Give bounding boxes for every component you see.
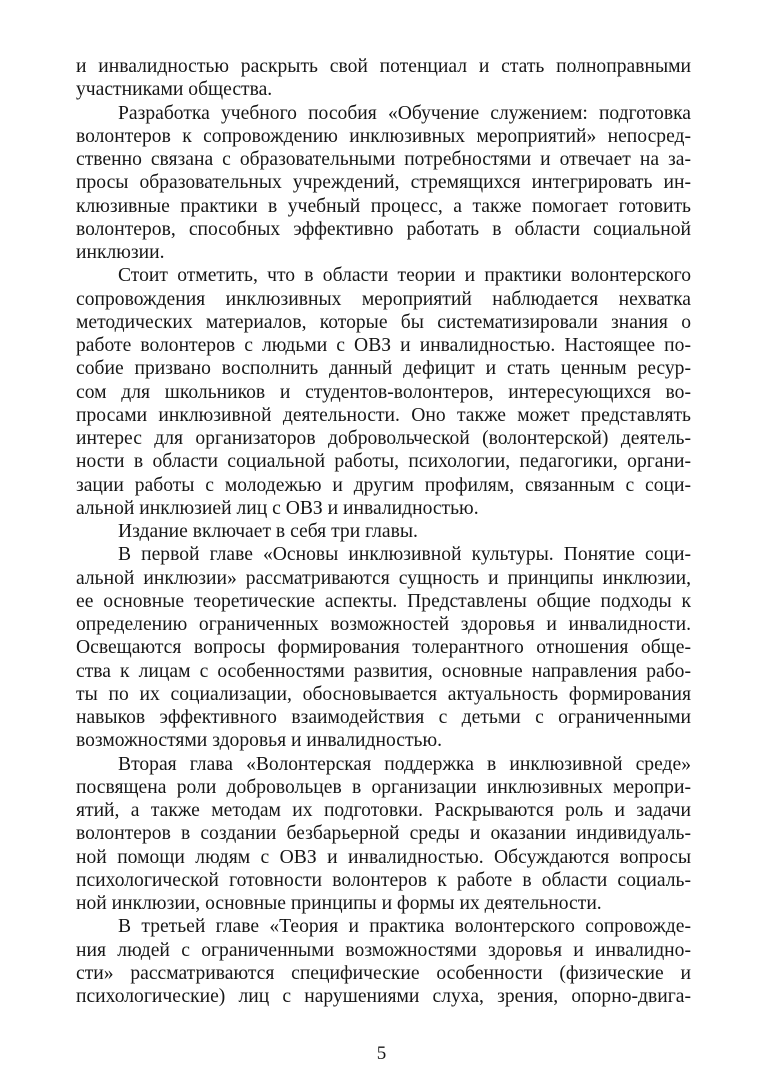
text-line: ты по их социализации, обосновывается актуальность формирования — [76, 683, 691, 705]
text-line: Стоит отметить, что в области теории и практики волонтерского — [118, 265, 691, 287]
text-line: ности в области социальной работы, психологии, педагогики, органи- — [76, 451, 691, 473]
text-line: сом для школьников и студентов-волонтеров, интересующихся во- — [76, 381, 691, 403]
text-line: В первой главе «Основы инклюзивной культуры. Понятие соци- — [118, 544, 691, 566]
text-line: зации работы с молодежью и другим профилям, связанным с соци- — [76, 474, 691, 496]
text-line: Вторая глава «Волонтерская поддержка в инклюзивной среде» — [118, 753, 691, 775]
text-line: альной инклюзии» рассматриваются сущность и принципы инклюзии, — [76, 567, 691, 589]
text-line: интерес для организаторов добровольческой (волонтерской) деятель- — [76, 428, 691, 449]
text-line: ния людей с ограниченными возможностями здоровья и инвалидно- — [76, 939, 691, 961]
text-line: и инвалидностью раскрыть свой потенциал и стать полноправными — [76, 56, 691, 77]
text-line: волонтеров в создании безбарьерной среды и оказании индивидуаль- — [76, 823, 691, 845]
body-text — [76, 55, 691, 1008]
text-line: навыков эффективного взаимодействия с детьми с ограниченными — [76, 707, 691, 728]
text-line: альной инклюзией лиц с ОВЗ и инвалидностью. — [76, 497, 479, 519]
text-line: ства к лицам с особенностями развития, основные направления рабо- — [76, 660, 691, 682]
paragraph — [76, 520, 691, 543]
text-line: методических материалов, которые бы систематизировали знания о — [76, 311, 691, 333]
text-line: сопровождения инклюзивных мероприятий наблюдается нехватка — [76, 288, 691, 310]
text-line: ственно связана с образовательными потребностями и отвечает на за- — [76, 149, 691, 170]
text-line: определению ограниченных возможностей здоровья и инвалидности. — [76, 614, 691, 635]
text-line: работе волонтеров с людьми с ОВЗ и инвалидностью. Настоящее по- — [76, 335, 691, 356]
text-line: ной инклюзии, основные принципы и формы их деятельности. — [76, 893, 602, 914]
text-line: просы образовательных учреждений, стремящихся интегрировать ин- — [76, 172, 691, 194]
text-line: участниками общества. — [76, 79, 273, 101]
text-line: ятий, а также методам их подготовки. Раскрываются роль и задачи — [76, 800, 691, 821]
text-line: посвящена роли добровольцев в организации инклюзивных меропри- — [76, 776, 691, 798]
text-line: Разработка учебного пособия «Обучение служением: подготовка — [118, 102, 691, 124]
text-line: просами инклюзивной деятельности. Оно также может представлять — [76, 404, 691, 426]
text-line: собие призвано восполнить данный дефицит и стать ценным ресур- — [76, 358, 691, 380]
text-line: клюзивные практики в учебный процесс, а также помогает готовить — [76, 195, 691, 217]
text-line: Издание включает в себя три главы. — [118, 521, 418, 542]
text-line: ее основные теоретические аспекты. Представлены общие подходы к — [76, 590, 691, 612]
text-line: психологические) лиц с нарушениями слуха, зрения, опорно-двига- — [76, 986, 691, 1007]
text-line: сти» рассматриваются специфические особенности (физические и — [76, 962, 691, 984]
page-number: 5 — [376, 1043, 387, 1064]
paragraph — [76, 915, 691, 1008]
paragraph — [76, 543, 691, 752]
text-line: волонтеров, способных эффективно работать в области социальной — [76, 218, 691, 240]
paragraph — [76, 753, 691, 916]
text-line: инклюзии. — [76, 242, 165, 263]
text-line: психологической готовности волонтеров к работе в области социаль- — [76, 869, 691, 891]
text-line: Освещаются вопросы формирования толерантного отношения обще- — [76, 637, 691, 659]
text-line: ной помощи людям с ОВЗ и инвалидностью. Обсуждаются вопросы — [76, 846, 691, 868]
paragraph — [76, 102, 691, 265]
text-line: волонтеров к сопровождению инклюзивных мероприятий» непосред- — [76, 125, 691, 147]
text-line: возможностями здоровья и инвалидностью. — [76, 730, 442, 752]
text-line: В третьей главе «Теория и практика волонтерского сопровожде- — [118, 916, 691, 938]
paragraph — [76, 55, 691, 102]
paragraph — [76, 264, 691, 520]
